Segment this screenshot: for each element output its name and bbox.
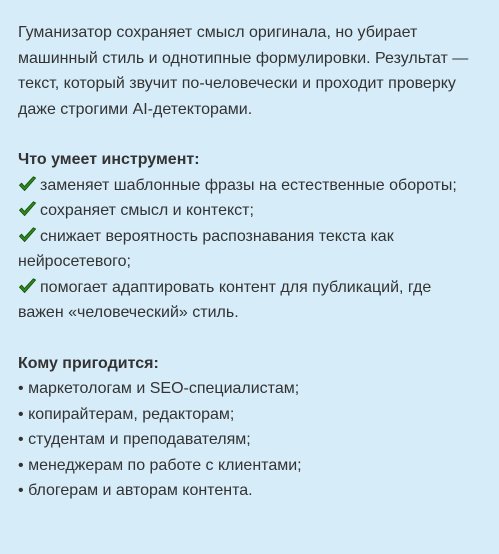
audience-item [18,376,481,402]
bullet-marker: • [18,405,24,423]
bullet-marker: • [18,456,24,474]
feature-item [18,173,481,199]
audience-item [18,402,481,428]
check-mark-icon [18,201,37,217]
audience-list [18,376,481,504]
feature-item-text: сохраняет смысл и контекст; [40,202,254,219]
bullet-marker: • [18,431,24,448]
check-mark-icon [18,227,37,243]
feature-item-text: снижает вероятность распознавания текста как нейросетевого; [18,227,394,270]
audience-item [18,453,481,479]
check-mark-icon [18,176,37,192]
bullet-marker: • [18,380,24,397]
intro-paragraph: Гуманизатор сохраняет смысл оригинала, но убирает машинный стиль и однотипные формулировки. Результат — текст, который звучит по-человечески и проходит проверку даже строгими AI-детекторами. [18,24,469,118]
check-mark-icon [18,278,37,294]
audience-item-text: копирайтерам, редакторам; [28,405,235,423]
bullet-marker: • [18,482,24,499]
feature-item-text: заменяет шаблонные фразы на естественные обороты; [40,176,457,194]
feature-item-text: помогает адаптировать контент для публикаций, где важен «человеческий» стиль. [18,278,432,321]
audience-item-text: студентам и преподавателям; [28,431,251,448]
feature-item [18,224,481,275]
feature-item [18,275,481,326]
features-heading: Что умеет инструмент: [18,151,200,168]
audience-item-text: маркетологам и SEO-специалистам; [28,380,300,397]
audience-item-text: блогерам и авторам контента. [28,482,253,499]
features-list [18,173,481,326]
audience-item [18,478,481,504]
audience-heading: Кому пригодится: [18,354,159,372]
audience-item [18,427,481,453]
audience-item-text: менеджерам по работе с клиентами; [28,456,302,474]
feature-item [18,198,481,224]
